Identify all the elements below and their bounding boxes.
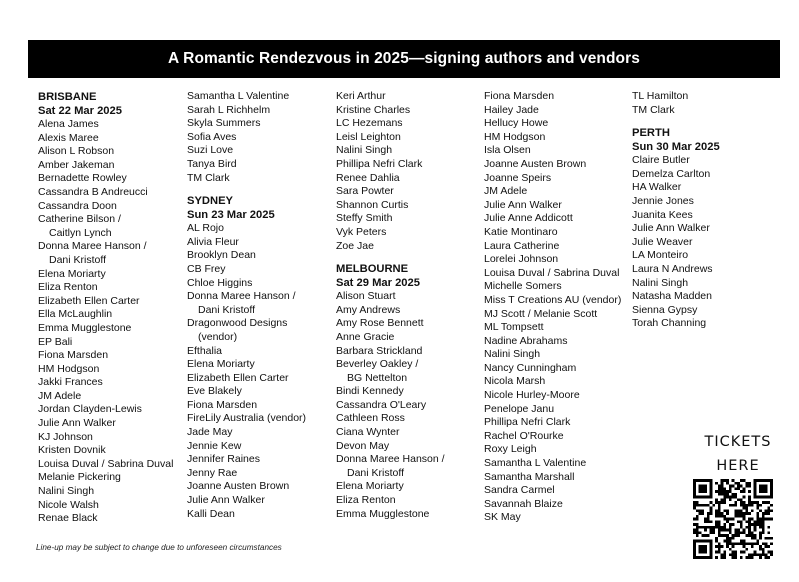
author-name: Nicola Marsh xyxy=(484,375,546,388)
author-name: Melanie Pickering xyxy=(38,471,121,484)
author-name: Anne Gracie xyxy=(336,330,395,343)
author-name: Joanne Speirs xyxy=(484,171,552,184)
author-name: HM Hodgson xyxy=(38,362,100,375)
author-name: Emma Mugglestone xyxy=(38,321,132,334)
author-name: Fiona Marsden xyxy=(187,398,258,411)
section-heading: PERTH xyxy=(632,127,670,140)
author-name: Elizabeth Ellen Carter xyxy=(187,371,289,384)
author-name: Donna Maree Hanson / xyxy=(336,453,445,466)
author-name: Roxy Leigh xyxy=(484,443,537,456)
author-name: Efthalia xyxy=(187,344,223,357)
author-name: EP Bali xyxy=(38,335,73,348)
author-name: Barbara Strickland xyxy=(336,344,423,357)
author-name: Alena James xyxy=(38,118,99,130)
author-name: Sara Powter xyxy=(336,185,394,198)
author-name: Julie Ann Walker xyxy=(187,494,265,507)
author-name: Chloe Higgins xyxy=(187,276,253,289)
tickets-label xyxy=(690,430,786,478)
author-name: Jordan Clayden-Lewis xyxy=(38,403,142,416)
author-name: (vendor) xyxy=(198,330,238,343)
author-name: Rachel O'Rourke xyxy=(484,429,564,442)
author-name: Donna Maree Hanson / xyxy=(187,290,296,303)
author-name: AL Rojo xyxy=(187,222,224,235)
author-name: Bernadette Rowley xyxy=(38,172,127,185)
author-name: Kristen Dovnik xyxy=(38,444,106,457)
author-name: Catherine Bilson / xyxy=(38,213,121,226)
author-name: Louisa Duval / Sabrina Duval xyxy=(38,457,174,470)
author-name: Alexis Maree xyxy=(38,131,99,144)
author-name: Julie Ann Walker xyxy=(632,222,710,235)
section-heading: SYDNEY xyxy=(187,195,234,208)
author-name: TM Clark xyxy=(187,171,230,184)
author-name: Cassandra O'Leary xyxy=(336,398,427,411)
author-name: Vyk Peters xyxy=(336,225,387,238)
author-name: Dani Kristoff xyxy=(198,303,255,316)
author-name: Lorelei Johnson xyxy=(484,253,559,266)
page-title: A Romantic Rendezvous in 2025—signing authors and vendors xyxy=(168,50,640,67)
author-name: Bindi Kennedy xyxy=(336,385,404,398)
column-3 xyxy=(336,90,445,521)
column-5 xyxy=(632,90,720,331)
section-gap xyxy=(632,117,720,126)
author-name: Tanya Bird xyxy=(187,157,237,170)
author-name: Laura N Andrews xyxy=(632,262,713,275)
author-name: Leisl Leighton xyxy=(336,130,401,143)
column-4 xyxy=(484,90,621,525)
author-name: Nicole Walsh xyxy=(38,498,99,511)
author-name: Devon May xyxy=(336,439,390,452)
author-name: Suzi Love xyxy=(187,144,234,157)
author-name: HM Hodgson xyxy=(484,130,546,143)
author-name: Amber Jakeman xyxy=(38,158,115,171)
author-name: Elena Moriarty xyxy=(187,358,255,371)
author-name: Elena Moriarty xyxy=(336,480,404,493)
author-name: Nancy Cunningham xyxy=(484,361,577,374)
column-2 xyxy=(187,90,306,521)
author-name: Eve Blakely xyxy=(187,385,242,398)
author-name: Cassandra B Andreucci xyxy=(38,185,148,198)
author-name: SK May xyxy=(484,511,521,524)
author-name: Jenny Rae xyxy=(187,466,238,479)
author-name: Brooklyn Dean xyxy=(187,249,256,262)
author-name: Cathleen Ross xyxy=(336,412,405,425)
author-name: Cassandra Doon xyxy=(38,199,117,212)
author-name: Keri Arthur xyxy=(336,90,386,102)
section-gap xyxy=(187,185,306,194)
author-name: Kalli Dean xyxy=(187,507,235,520)
author-name: Alivia Fleur xyxy=(187,235,239,248)
section-heading: Sun 23 Mar 2025 xyxy=(187,209,275,222)
author-name: Renae Black xyxy=(38,512,98,525)
author-name: Julie Ann Walker xyxy=(484,198,562,211)
author-name: Alison Stuart xyxy=(336,290,396,303)
author-name: Nalini Singh xyxy=(336,144,393,157)
author-name: Amy Rose Bennett xyxy=(336,317,424,330)
author-name: Eliza Renton xyxy=(38,281,98,294)
author-name: Julie Weaver xyxy=(632,235,693,248)
author-name: JM Adele xyxy=(484,185,528,198)
author-name: Donna Maree Hanson / xyxy=(38,240,147,253)
author-name: Samantha Marshall xyxy=(484,470,575,483)
tickets-line-1: TICKETS xyxy=(704,434,772,450)
author-name: Sandra Carmel xyxy=(484,484,555,497)
author-name: Joanne Austen Brown xyxy=(484,157,587,170)
author-name: Laura Catherine xyxy=(484,239,560,252)
author-name: Samantha L Valentine xyxy=(187,90,290,102)
author-name: LA Monteiro xyxy=(632,249,689,262)
author-name: Caitlyn Lynch xyxy=(49,226,112,239)
author-name: Nalini Singh xyxy=(38,485,95,498)
author-name: Sofia Aves xyxy=(187,130,237,143)
author-name: Nalini Singh xyxy=(484,348,541,361)
author-name: Jennifer Raines xyxy=(187,453,260,466)
author-name: FireLily Australia (vendor) xyxy=(187,412,307,425)
page-title-banner xyxy=(28,40,780,78)
qr-code[interactable] xyxy=(693,479,773,559)
author-name: Ella McLaughlin xyxy=(38,308,113,321)
author-name: Ciana Wynter xyxy=(336,426,400,439)
author-name: Julie Ann Walker xyxy=(38,417,116,430)
author-name: TM Clark xyxy=(632,103,675,116)
author-name: Nadine Abrahams xyxy=(484,334,568,347)
column-1 xyxy=(38,90,173,526)
section-heading: MELBOURNE xyxy=(336,263,409,276)
author-name: Eliza Renton xyxy=(336,494,396,507)
author-name: Elizabeth Ellen Carter xyxy=(38,294,140,307)
author-name: TL Hamilton xyxy=(632,90,689,102)
author-name: Phillipa Nefri Clark xyxy=(484,416,571,429)
author-name: Emma Mugglestone xyxy=(336,507,430,520)
disclaimer: Line-up may be subject to change due to unforeseen circumstances xyxy=(36,543,282,552)
author-name: Savannah Blaize xyxy=(484,497,563,510)
author-name: Jennie Kew xyxy=(187,439,242,452)
author-name: Jennie Jones xyxy=(632,194,694,207)
author-name: BG Nettelton xyxy=(347,371,408,384)
author-name: Natasha Madden xyxy=(632,290,712,303)
section-gap xyxy=(336,253,445,262)
author-name: Hellucy Howe xyxy=(484,117,549,130)
author-name: Zoe Jae xyxy=(336,239,374,252)
author-name: Kristine Charles xyxy=(336,103,411,116)
section-heading: Sat 29 Mar 2025 xyxy=(336,277,420,290)
author-name: HA Walker xyxy=(632,181,682,194)
section-heading: BRISBANE xyxy=(38,91,97,103)
author-name: Beverley Oakley / xyxy=(336,358,419,371)
author-name: Julie Anne Addicott xyxy=(484,212,573,225)
author-name: Isla Olsen xyxy=(484,144,531,157)
author-name: Phillipa Nefri Clark xyxy=(336,157,423,170)
author-name: Penelope Janu xyxy=(484,402,555,415)
author-name: Skyla Summers xyxy=(187,117,261,130)
author-name: Dani Kristoff xyxy=(347,466,404,479)
author-name: ML Tompsett xyxy=(484,321,544,334)
author-name: Amy Andrews xyxy=(336,303,401,316)
tickets-line-2: HERE xyxy=(716,458,760,474)
author-name: MJ Scott / Melanie Scott xyxy=(484,307,598,320)
author-name: Jakki Frances xyxy=(38,376,103,389)
author-name: Michelle Somers xyxy=(484,280,562,293)
author-name: Dragonwood Designs xyxy=(187,317,288,330)
author-name: Fiona Marsden xyxy=(484,90,555,102)
author-name: Juanita Kees xyxy=(632,208,693,221)
author-name: Nicole Hurley-Moore xyxy=(484,389,580,402)
author-name: Demelza Carlton xyxy=(632,167,711,180)
author-name: LC Hezemans xyxy=(336,117,403,130)
author-name: Alison L Robson xyxy=(38,145,115,158)
author-name: JM Adele xyxy=(38,389,82,402)
author-name: CB Frey xyxy=(187,262,226,275)
author-name: Elena Moriarty xyxy=(38,267,106,280)
author-name: Steffy Smith xyxy=(336,212,393,225)
author-name: Renee Dahlia xyxy=(336,171,400,184)
author-name: Jade May xyxy=(187,426,233,439)
author-name: Shannon Curtis xyxy=(336,198,409,211)
section-heading: Sat 22 Mar 2025 xyxy=(38,105,122,117)
author-name: Nalini Singh xyxy=(632,276,689,289)
author-name: Torah Channing xyxy=(632,317,707,330)
author-name: Fiona Marsden xyxy=(38,349,109,362)
author-name: KJ Johnson xyxy=(38,430,93,443)
author-name: Claire Butler xyxy=(632,154,690,167)
section-heading: Sun 30 Mar 2025 xyxy=(632,141,720,154)
author-name: Louisa Duval / Sabrina Duval xyxy=(484,266,620,279)
author-name: Katie Montinaro xyxy=(484,225,558,238)
author-name: Dani Kristoff xyxy=(49,253,106,266)
author-name: Miss T Creations AU (vendor) xyxy=(484,293,622,306)
author-name: Sienna Gypsy xyxy=(632,303,698,316)
author-name: Sarah L Richhelm xyxy=(187,103,271,116)
author-name: Joanne Austen Brown xyxy=(187,480,290,493)
author-name: Hailey Jade xyxy=(484,103,539,116)
author-name: Samantha L Valentine xyxy=(484,457,587,470)
